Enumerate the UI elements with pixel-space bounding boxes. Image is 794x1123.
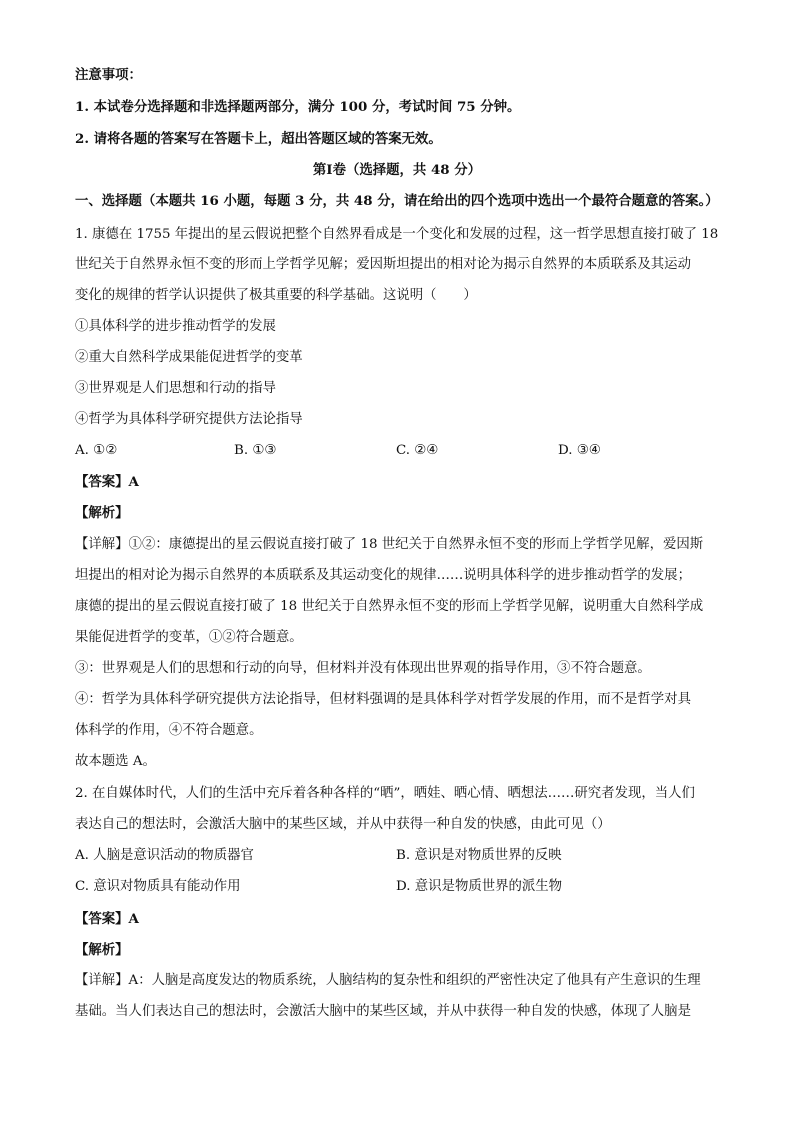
q1-stem-line: 1. 康德在 1755 年提出的星云假说把整个自然界看成是一个变化和发展的过程，这一哲学思想直接打破了 18 bbox=[75, 227, 719, 242]
q2-option-a: A. 人脑是意识活动的物质器官 bbox=[75, 848, 254, 863]
q1-statement: ④哲学为具体科学研究提供方法论指导 bbox=[75, 412, 303, 427]
q1-detail-line: 体科学的作用，④不符合题意。 bbox=[75, 723, 263, 738]
q2-detail-line: 基础。当人们表达自己的想法时，会激活大脑中的某些区域，并从中获得一种自发的快感，体现了人脑是 bbox=[75, 1004, 691, 1019]
q1-option-c: C. ②④ bbox=[396, 443, 439, 458]
notice-title: 注意事项： bbox=[75, 67, 142, 83]
q1-statement: ②重大自然科学成果能促进哲学的变革 bbox=[75, 350, 303, 365]
q1-option-a: A. ①② bbox=[75, 443, 118, 458]
q2-option-c: C. 意识对物质具有能动作用 bbox=[75, 879, 241, 894]
q1-detail-line: ③：世界观是人们的思想和行动的向导，但材料并没有体现出世界观的指导作用，③不符合题意。 bbox=[75, 661, 651, 676]
q2-stem-line: 2. 在自媒体时代，人们的生活中充斥着各种各样的“晒”，晒娃、晒心情、晒想法……研究者发现，当人们 bbox=[75, 786, 695, 801]
q1-statement: ①具体科学的进步推动哲学的发展 bbox=[75, 319, 276, 334]
q2-option-d: D. 意识是物质世界的派生物 bbox=[396, 879, 563, 894]
q1-analysis-label: 【解析】 bbox=[75, 505, 129, 521]
q1-option-d: D. ③④ bbox=[558, 443, 601, 458]
q2-answer: 【答案】A bbox=[75, 911, 139, 927]
q1-answer: 【答案】A bbox=[75, 474, 139, 490]
q1-detail-line: 果能促进哲学的变革，①②符合题意。 bbox=[75, 630, 303, 645]
q1-option-b: B. ①③ bbox=[234, 443, 277, 458]
q1-statement: ③世界观是人们思想和行动的指导 bbox=[75, 381, 276, 396]
q2-analysis-label: 【解析】 bbox=[75, 942, 129, 958]
q1-detail-line: 康德的提出的星云假说直接打破了 18 世纪关于自然界永恒不变的形而上学哲学见解，说明重大自然科学成 bbox=[75, 599, 704, 614]
q2-detail-line: 【详解】A：人脑是高度发达的物质系统，人脑结构的复杂性和组织的严密性决定了他具有产生意识的生理 bbox=[75, 973, 701, 988]
q1-detail-line: 坦提出的相对论为揭示自然界的本质联系及其运动变化的规律……说明具体科学的进步推动哲学的发展； bbox=[75, 568, 691, 583]
q2-stem-line: 表达自己的想法时，会激活大脑中的某些区域，并从中获得一种自发的快感，由此可见（） bbox=[75, 817, 611, 832]
section-title: 第Ⅰ卷（选择题，共 48 分） bbox=[312, 162, 482, 178]
q2-option-b: B. 意识是对物质世界的反映 bbox=[396, 848, 562, 863]
part1-title: 一、选择题（本题共 16 小题，每题 3 分，共 48 分，请在给出的四个选项中选出一个最符合题意的答案。） bbox=[75, 193, 719, 209]
q1-stem-line: 变化的规律的哲学认识提供了极其重要的科学基础。这说明（ ） bbox=[75, 288, 477, 303]
q1-detail-line: 故本题选 A。 bbox=[75, 754, 156, 769]
q1-stem-line: 世纪关于自然界永恒不变的形而上学哲学见解；爱因斯坦提出的相对论为揭示自然界的本质联系及其运动 bbox=[75, 257, 691, 272]
notice-item-1: 1. 本试卷分选择题和非选择题两部分，满分 100 分，考试时间 75 分钟。 bbox=[75, 99, 521, 115]
q1-detail-line: 【详解】①②：康德提出的星云假说直接打破了 18 世纪关于自然界永恒不变的形而上学哲学见解，爱因斯 bbox=[75, 537, 704, 552]
notice-item-2: 2. 请将各题的答案写在答题卡上，超出答题区域的答案无效。 bbox=[75, 131, 442, 147]
q1-detail-line: ④：哲学为具体科学研究提供方法论指导，但材料强调的是具体科学对哲学发展的作用，而不是哲学对具 bbox=[75, 692, 691, 707]
